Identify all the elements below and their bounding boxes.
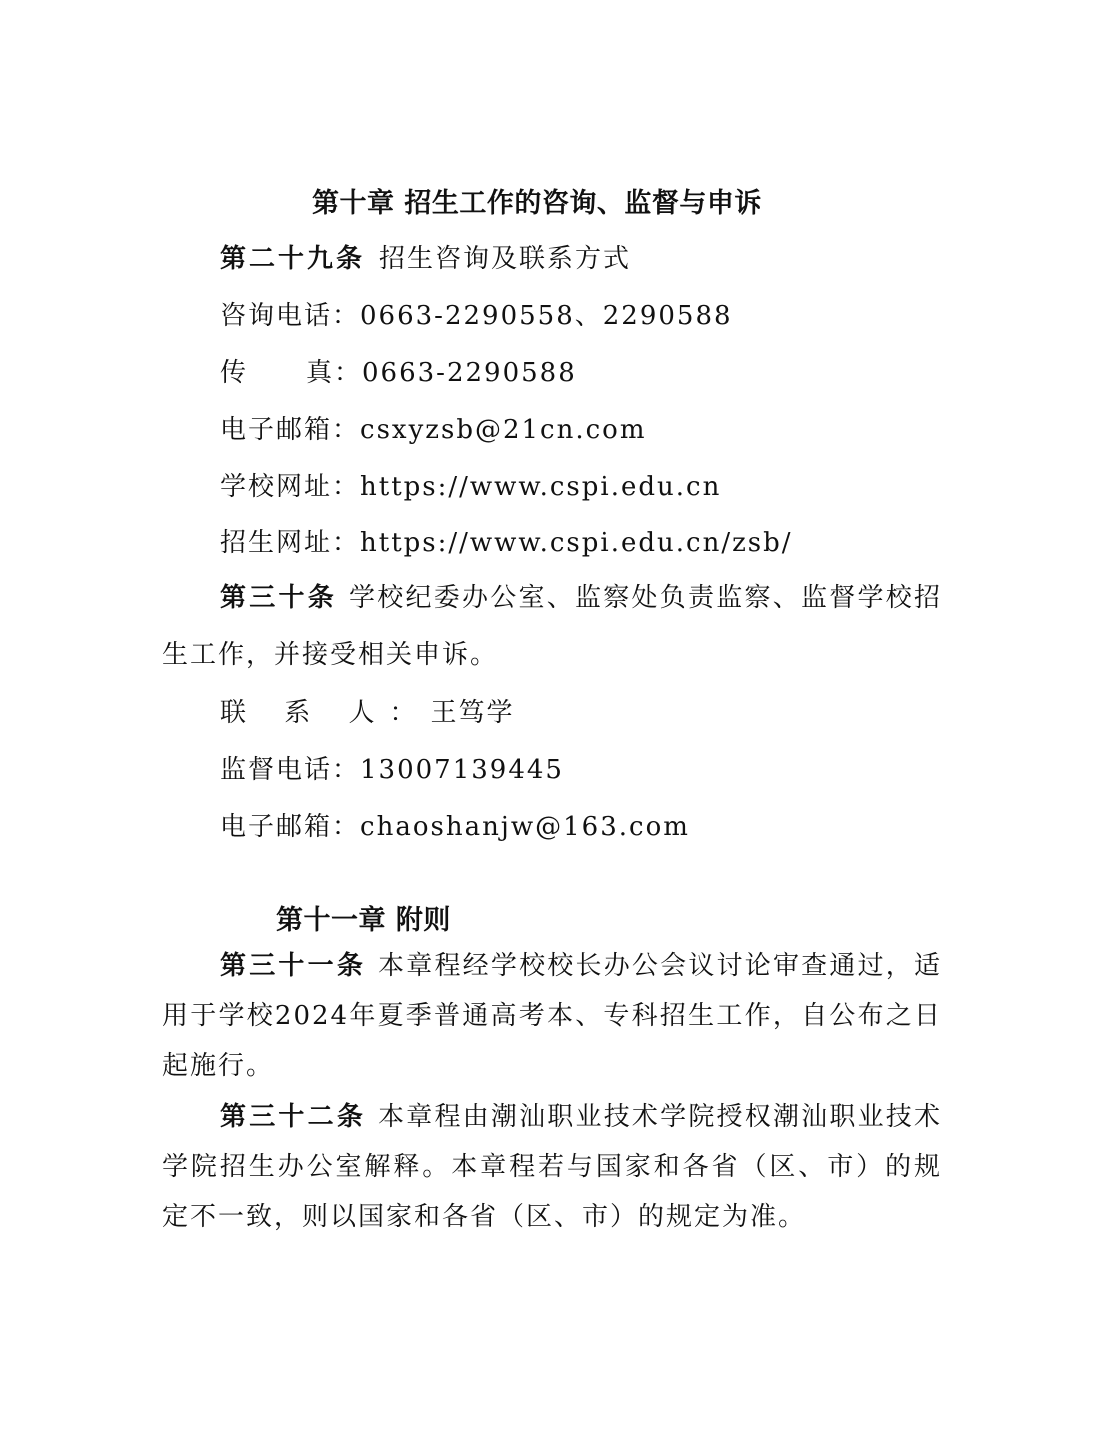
article-29 [220,238,631,275]
chapter-10-title: 第十章 招生工作的咨询、监督与申诉 [312,188,762,219]
article-30-label: 第三十条 [220,583,337,613]
article-32 [162,1092,942,1242]
consult-phone-label: 咨询电话： [220,301,361,331]
supervision-email-line [220,806,690,843]
supervision-phone-line [220,749,564,786]
fax-label-a: 传 [220,358,249,388]
article-30-text: 学校纪委办公室、监察处负责监察、监督学校招生工作，并接受相关申诉。 [162,583,942,670]
admission-site-value[interactable]: https://www.cspi.edu.cn/zsb/ [360,528,793,558]
article-31 [162,941,942,1091]
supervision-contact-line [220,692,515,729]
supervision-email-label: 电子邮箱： [220,812,361,842]
website-line [220,466,721,503]
admission-site-label: 招生网址： [220,528,361,558]
supervision-email-value[interactable]: chaoshanjw@163.com [360,812,690,842]
fax-label-b: 真： [306,358,363,388]
article-29-text: 招生咨询及联系方式 [379,244,632,274]
email-label: 电子邮箱： [220,415,361,445]
supervision-phone-value: 13007139445 [360,755,564,785]
article-31-text: 本章程经学校校长办公会议讨论审查通过，适用于学校2024年夏季普通高考本、专科招生工作，自公布之日起施行。 [162,951,942,1081]
supervision-contact-label: 联 系 人： [220,698,431,728]
email-line [220,409,646,446]
article-32-text: 本章程由潮汕职业技术学院授权潮汕职业技术学院招生办公室解释。本章程若与国家和各省（区、市）的规定不一致，则以国家和各省（区、市）的规定为准。 [162,1102,942,1232]
fax-value: 0663-2290588 [362,358,577,388]
chapter-11-title: 第十一章 附则 [276,905,451,936]
article-30 [162,570,942,684]
article-32-label: 第三十二条 [220,1102,367,1132]
article-31-label: 第三十一条 [220,951,367,981]
supervision-contact-value: 王笃学 [430,698,515,728]
supervision-phone-label: 监督电话： [220,755,361,785]
consult-phone-value: 0663-2290558、2290588 [360,301,733,331]
fax-line [220,352,577,389]
email-value[interactable]: csxyzsb@21cn.com [360,415,647,445]
website-label: 学校网址： [220,472,361,502]
website-value[interactable]: https://www.cspi.edu.cn [360,472,722,502]
admission-site-line [220,522,793,559]
article-29-label: 第二十九条 [220,244,366,274]
consult-phone-line [220,295,733,332]
